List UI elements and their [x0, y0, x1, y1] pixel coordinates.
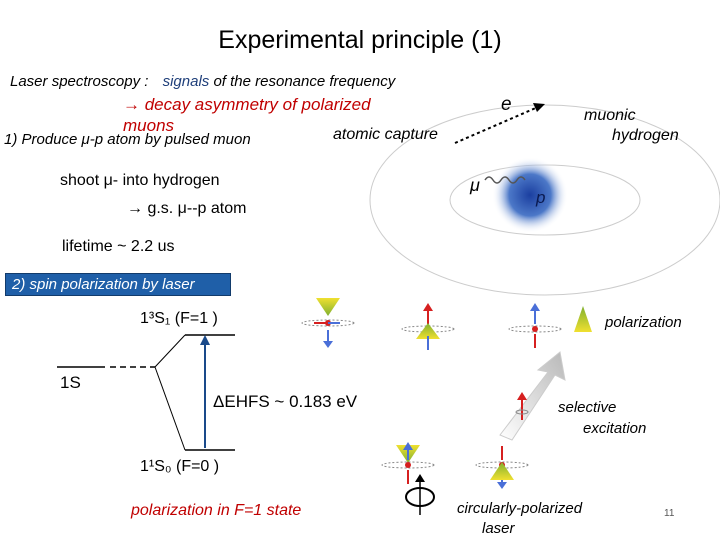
muonic-label-2: hydrogen — [612, 127, 679, 144]
electron-arrow — [455, 107, 538, 143]
state-3-polarized-down — [509, 303, 592, 348]
electron-arrowhead — [533, 103, 545, 112]
electron-label: e — [501, 94, 512, 115]
laser-beam-arrow — [500, 352, 565, 440]
atomic-capture-label: atomic capture — [333, 126, 438, 143]
level-lower-label: 1¹S₀ (F=0 ) — [140, 458, 220, 475]
muon-label: μ — [470, 175, 480, 195]
laser-spectroscopy-line — [10, 73, 395, 90]
decay-line-1: → decay asymmetry of polarized — [123, 95, 371, 114]
muonic-label-1: muonic — [584, 107, 636, 124]
level-ground-label: 1S — [60, 373, 81, 392]
lifetime-text: lifetime ~ 2.2 us — [62, 238, 175, 255]
circular-label-1: circularly-polarized — [457, 500, 583, 517]
polarization-note: polarization in F=1 state — [131, 502, 302, 519]
page-number: 11 — [664, 508, 675, 519]
state-1-horizontal — [302, 298, 354, 348]
level-upper-label: 1³S₁ (F=1 ) — [140, 310, 218, 327]
state-4-lower — [382, 442, 434, 484]
delta-ehfs-label: ΔEHFS ~ 0.183 eV — [213, 392, 358, 411]
proton-glow — [492, 157, 568, 233]
selective-label-1: selective — [558, 399, 617, 416]
hfs-gap-arrowhead — [200, 335, 210, 345]
spin-polarization-box: 2) spin polarization by laser — [5, 273, 231, 296]
proton-label: p — [536, 188, 546, 207]
signals-word: signals — [162, 73, 210, 90]
level-link-down — [155, 367, 185, 450]
selective-label-2: excitation — [583, 420, 647, 437]
state-2-polarized-up — [402, 303, 454, 350]
laser-colon: : — [144, 73, 149, 90]
laser-prefix: Laser spectroscopy — [10, 73, 145, 90]
circular-label-2: laser — [482, 520, 515, 537]
level-link-up — [155, 335, 185, 367]
laser-suffix: of the resonance frequency — [209, 73, 396, 90]
step-gs: → g.s. μ--p atom — [127, 200, 247, 217]
circular-polarization-icon — [406, 474, 434, 515]
polarization-label: polarization — [605, 314, 682, 331]
step-produce: 1) Produce μ-p atom by pulsed muon — [4, 131, 251, 148]
slide-title: Experimental principle (1) — [218, 26, 502, 54]
state-5-lower — [476, 446, 528, 489]
decay-line-2: muons — [123, 116, 175, 135]
step-shoot: shoot μ- into hydrogen — [60, 172, 220, 189]
